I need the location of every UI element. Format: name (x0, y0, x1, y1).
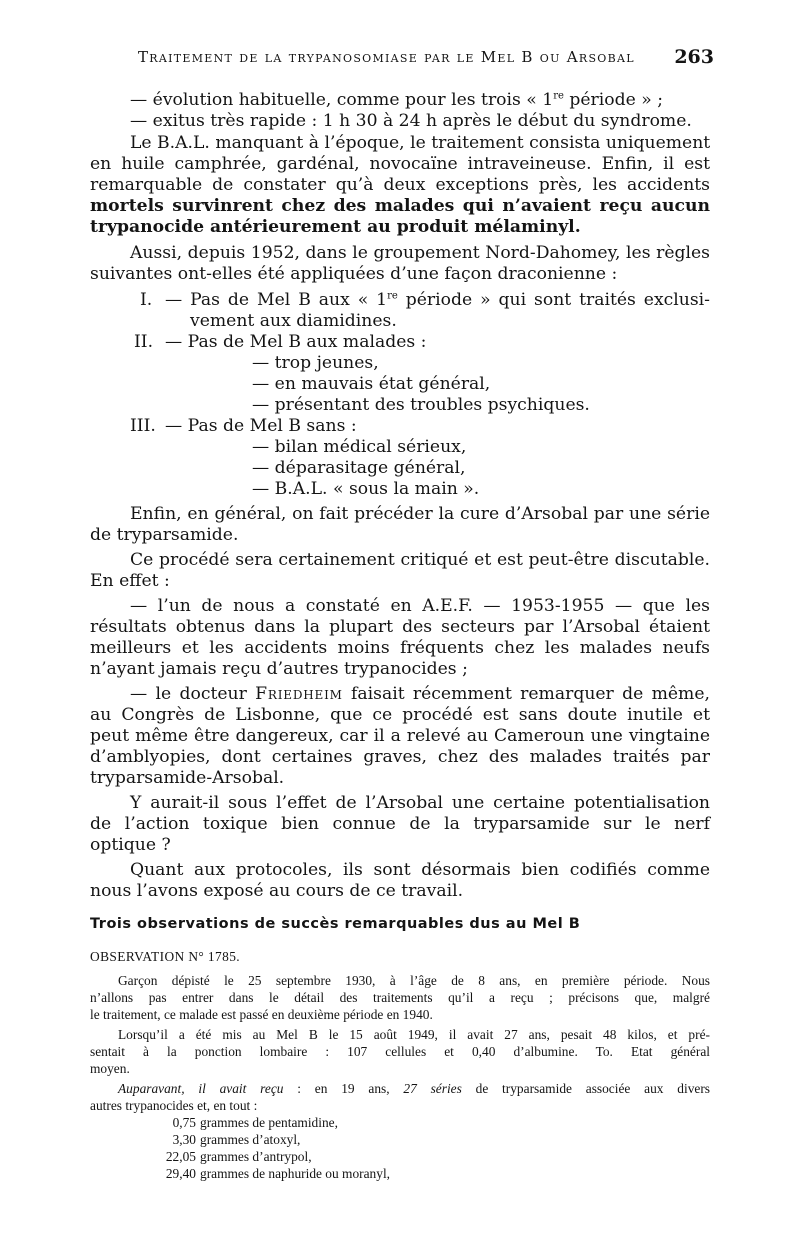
dose-text: grammes de pentamidine, (200, 1115, 338, 1130)
author-name: Friedheim (255, 684, 343, 704)
para-procede-line: Ce procédé sera certainement critiqué et est peut-être discutable. (130, 550, 710, 570)
observation-p1-line: n’allons pas entrer dans le détail des traitements qu’il a reçu ; précisons que, malgré (90, 990, 710, 1005)
observation-p2-line: moyen. (90, 1061, 130, 1076)
para-friedheim-line: peut même être dangereux, car il a relevé au Cameroun une vingtaine (90, 726, 710, 746)
page-number: 263 (674, 46, 714, 68)
rule-1-continuation: vement aux diamidines. (190, 311, 397, 331)
observation-p3-line: autres trypanocides et, en tout : (90, 1098, 258, 1113)
dose-text: grammes d’atoxyl, (200, 1132, 301, 1147)
para-rules-line: Aussi, depuis 1952, dans le groupement Nord-Dahomey, les règles (130, 243, 710, 263)
para-friedheim-line: tryparsamide-Arsobal. (90, 768, 285, 788)
para-bal-line: remarquable de constater qu’à deux exceptions près, les accidents (90, 175, 710, 195)
para-bal-line: trypanocide antérieurement au produit mélaminyl. (90, 217, 581, 237)
rule-number: I. (140, 290, 153, 310)
observation-p1-line: Garçon dépisté le 25 septembre 1930, à l’âge de 8 ans, en première période. Nous (118, 973, 710, 988)
rule-number: II. (134, 332, 154, 352)
dose-quantity: 29,40 (165, 1166, 196, 1181)
rule-1-text: — Pas de Mel B aux « 1re période » qui sont traités exclusi- (165, 290, 710, 310)
para-rules-line: suivantes ont-elles été appliquées d’une façon draconienne : (90, 264, 618, 284)
para-friedheim-line: — le docteur Friedheim faisait récemment remarquer de même, (130, 684, 710, 704)
dose-quantity: 0,75 (172, 1115, 196, 1130)
para-enfin-line: de tryparsamide. (90, 525, 239, 545)
running-title: Traitement de la trypanosomiase par le Mel B ou Arsobal (138, 48, 635, 66)
rule-3-item: — bilan médical sérieux, (252, 437, 467, 457)
para-aef-line: n’ayant jamais reçu d’autres trypanocides ; (90, 659, 468, 679)
para-bal-line: mortels survinrent chez des malades qui n’avaient reçu aucun (90, 196, 710, 216)
para-aef-line: meilleurs et les accidents moins fréquents chez les malades neufs (90, 638, 710, 658)
rule-3-item: — B.A.L. « sous la main ». (252, 479, 480, 499)
para-aef-line: résultats obtenus dans la plupart des secteurs par l’Arsobal étaient (90, 617, 710, 637)
dose-quantity: 3,30 (172, 1132, 196, 1147)
para-bal-line: Le B.A.L. manquant à l’époque, le traitement consista uniquement (130, 133, 711, 153)
observation-p3-line: Auparavant, il avait reçu : en 19 ans, 27 séries de tryparsamide associée aux divers (118, 1081, 711, 1096)
rule-2-item: — en mauvais état général, (252, 374, 491, 394)
observation-p1-line: le traitement, ce malade est passé en deuxième période en 1940. (90, 1007, 433, 1022)
rule-3-text: — Pas de Mel B sans : (165, 416, 357, 436)
para-enfin-line: Enfin, en général, on fait précéder la cure d’Arsobal par une série (130, 504, 710, 524)
dose-text: grammes d’antrypol, (200, 1149, 312, 1164)
para-procede-line: En effet : (90, 571, 170, 591)
rule-3-item: — déparasitage général, (252, 458, 466, 478)
dose-text: grammes de naphuride ou moranyl, (200, 1166, 391, 1181)
para-potential-line: de l’action toxique bien connue de la tryparsamide sur le nerf (90, 814, 710, 834)
intro-dash-1: — évolution habituelle, comme pour les trois « 1re période » ; (130, 90, 664, 110)
section-heading: Trois observations de succès remarquables dus au Mel B (90, 916, 581, 932)
para-bal-line: en huile camphrée, gardénal, novocaïne intraveineuse. Enfin, il est (90, 154, 710, 174)
rule-2-item: — trop jeunes, (252, 353, 379, 373)
rule-2-text: — Pas de Mel B aux malades : (165, 332, 427, 352)
page-header (138, 46, 714, 70)
rule-number: III. (130, 416, 156, 436)
para-protocoles-line: Quant aux protocoles, ils sont désormais bien codifiés comme (130, 860, 710, 880)
intro-dash-2: — exitus très rapide : 1 h 30 à 24 h après le début du syndrome. (130, 111, 692, 131)
para-aef-line: — l’un de nous a constaté en A.E.F. — 1953-1955 — que les (130, 596, 710, 616)
observation-label: OBSERVATION N° 1785. (90, 949, 241, 964)
para-friedheim-line: au Congrès de Lisbonne, que ce procédé est sans doute inutile et (90, 705, 710, 725)
rule-2-item: — présentant des troubles psychiques. (252, 395, 590, 415)
observation-p2-line: sentait à la ponction lombaire : 107 cellules et 0,40 d’albumine. To. Etat général (90, 1044, 710, 1059)
para-friedheim-line: d’amblyopies, dont certaines graves, chez des malades traités par (90, 747, 710, 767)
para-potential-line: optique ? (90, 835, 171, 855)
para-potential-line: Y aurait-il sous l’effet de l’Arsobal une certaine potentialisation (130, 793, 710, 813)
dose-quantity: 22,05 (165, 1149, 196, 1164)
para-protocoles-line: nous l’avons exposé au cours de ce travail. (90, 881, 464, 901)
observation-p2-line: Lorsqu’il a été mis au Mel B le 15 août 1949, il avait 27 ans, pesait 48 kilos, et pré- (118, 1027, 710, 1042)
